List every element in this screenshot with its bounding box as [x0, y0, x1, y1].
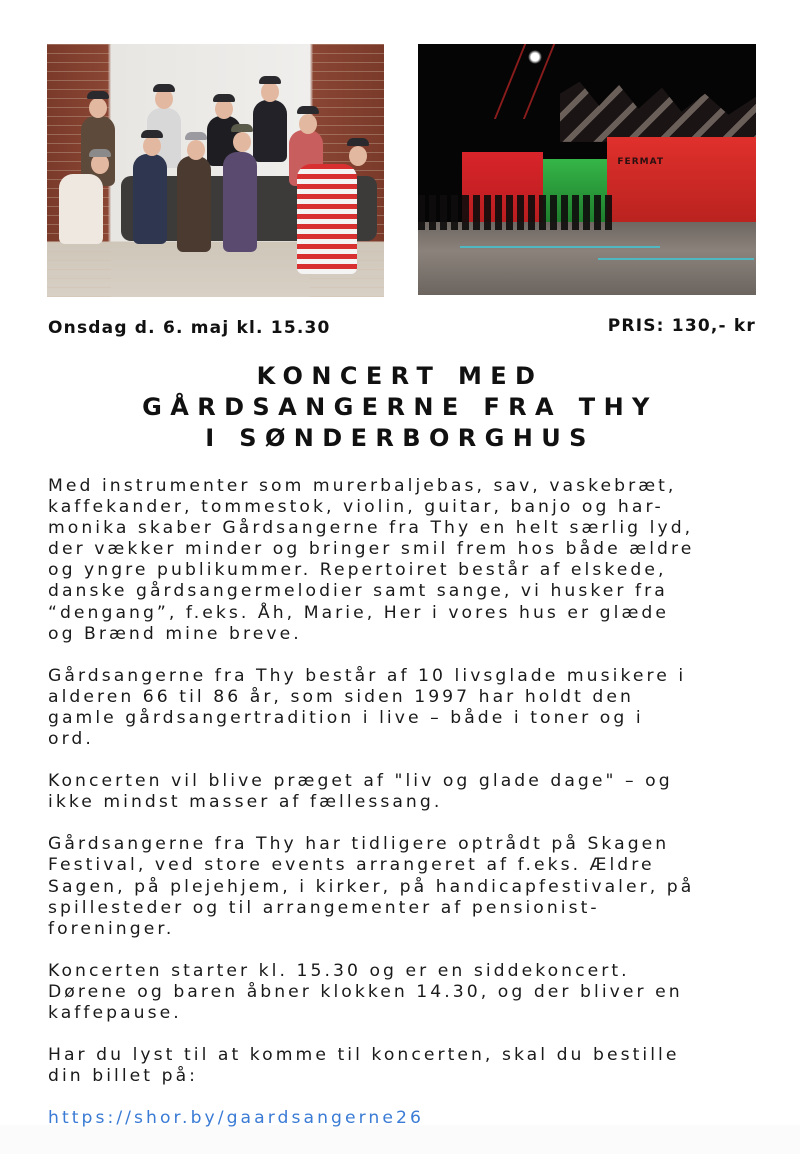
text-line: kaffekander, tommestok, violin, guitar, banjo og har- — [48, 497, 664, 518]
text-line: alderen 66 til 86 år, som siden 1997 har holdt den — [48, 686, 634, 707]
text-line: gamle gårdsangertradition i live – både i toner og i — [48, 707, 644, 728]
hat-icon — [141, 130, 163, 138]
band-member-head — [349, 146, 367, 166]
text-line: Med instrumenter som murerbaljebas, sav, vaskebræt, — [48, 476, 677, 496]
paragraph-link — [48, 1108, 768, 1129]
hat-icon — [87, 91, 109, 99]
event-price: PRIS: 130,- kr — [607, 316, 756, 336]
text-line: monika skaber Gårdsangerne fra Thy en helt særlig lyd, — [48, 518, 694, 539]
band-member — [253, 100, 287, 162]
band-member-head — [143, 136, 161, 156]
band-member — [59, 174, 103, 244]
title-line: KONCERT MED — [256, 362, 544, 390]
band-member-head — [91, 154, 109, 174]
band-member — [223, 152, 257, 252]
text-line: danske gårdsangermelodier samt sange, vi husker fra — [48, 581, 668, 602]
paragraph-history — [48, 834, 768, 939]
text-line: der vækker minder og bringer smil frem hos både ældre — [48, 539, 695, 560]
band-member — [133, 154, 167, 244]
venue-photo — [418, 44, 756, 295]
hat-icon — [185, 132, 207, 140]
band-member-head — [299, 114, 317, 134]
text-line: Gårdsangerne fra Thy består af 10 livsglade musikere i — [48, 665, 687, 686]
hat-icon — [89, 149, 111, 157]
text-line: “dengang”, f.eks. Åh, Marie, Her i vores hus er glæde — [48, 602, 669, 623]
booking-link[interactable]: https://shor.by/gaardsangerne26 — [48, 1108, 424, 1129]
band-member — [177, 156, 211, 252]
hat-icon — [259, 76, 281, 84]
hat-icon — [153, 84, 175, 92]
text-line: Koncerten starter kl. 15.30 og er en siddekoncert. — [48, 960, 630, 981]
text-line: Har du lyst til at komme til koncerten, skal du bestille — [48, 1045, 680, 1066]
venue-sign: FERMAT — [617, 156, 664, 167]
text-line: Gårdsangerne fra Thy har tidligere optrådt på Skagen — [48, 834, 670, 855]
band-member-head — [89, 98, 107, 118]
title-line: I SØNDERBORGHUS — [205, 424, 595, 452]
zigzag-roof — [560, 82, 756, 142]
band-photo — [47, 44, 384, 297]
paragraph-members — [48, 666, 768, 750]
paragraph-instruments — [48, 476, 768, 645]
paragraph-booking — [48, 1045, 768, 1087]
hat-icon — [297, 106, 319, 114]
body-copy — [48, 476, 768, 1150]
event-date-time: Onsdag d. 6. maj kl. 15.30 — [48, 318, 331, 338]
text-line: Festival, ved store events arrangeret af f.eks. Ældre — [48, 855, 655, 876]
text-line: spillesteder og til arrangementer af pensionist- — [48, 897, 600, 918]
band-member-head — [261, 82, 279, 102]
paragraph-mood — [48, 771, 768, 813]
step-light — [598, 258, 754, 260]
text-line: Koncerten vil blive præget af "liv og glade dage" – og — [48, 771, 673, 792]
page-title — [0, 361, 800, 454]
band-member-head — [155, 89, 173, 109]
paragraph-schedule — [48, 961, 768, 1024]
band-member-head — [187, 140, 205, 160]
hat-icon — [231, 124, 253, 132]
text-line: foreninger. — [48, 918, 175, 939]
crowd-silhouettes — [418, 195, 614, 230]
title-line: GÅRDSANGERNE FRA THY — [142, 393, 658, 421]
band-member — [297, 164, 357, 274]
hat-icon — [347, 138, 369, 146]
spotlight-icon — [528, 50, 542, 64]
text-line: kaffepause. — [48, 1002, 182, 1023]
text-line: og Brænd mine breve. — [48, 623, 302, 644]
text-line: og yngre publikummer. Repertoiret består af elskede, — [48, 560, 667, 581]
text-line: Sagen, på plejehjem, i kirker, på handicapfestivaler, på — [48, 876, 695, 897]
text-line: Dørene og baren åbner klokken 14.30, og der bliver en — [48, 981, 683, 1002]
text-line: ikke mindst masser af fællessang. — [48, 792, 443, 813]
band-member-head — [215, 99, 233, 119]
step-light — [460, 246, 660, 248]
band-member-head — [233, 132, 251, 152]
red-lit-wall — [607, 137, 756, 227]
text-line: din billet på: — [48, 1066, 198, 1087]
text-line: ord. — [48, 729, 94, 750]
crane-shape — [494, 44, 555, 119]
hat-icon — [213, 94, 235, 102]
